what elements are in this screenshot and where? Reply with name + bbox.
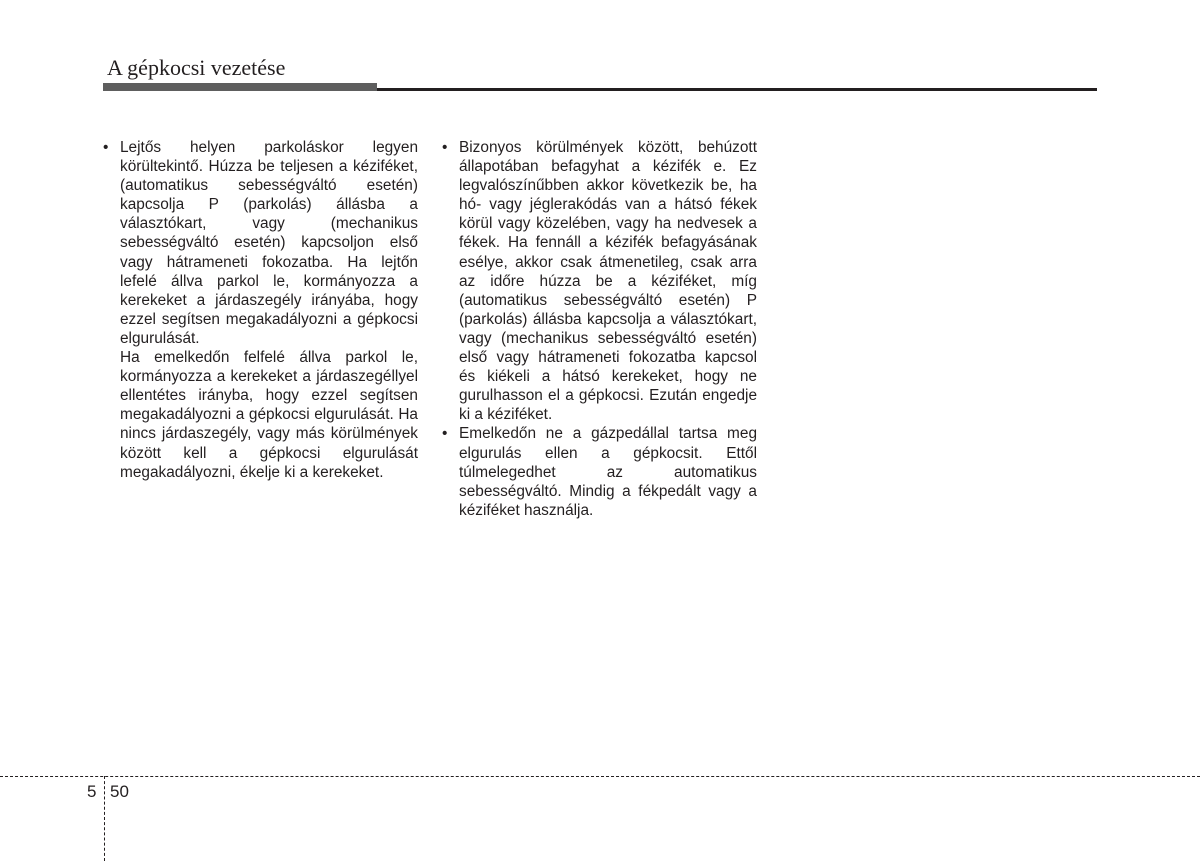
page-header-title: A gépkocsi vezetése <box>107 55 286 80</box>
header-rule-thick <box>103 83 377 91</box>
chapter-number: 5 <box>87 782 97 801</box>
bullet-item <box>103 138 418 482</box>
right-column <box>442 138 757 520</box>
bullet-text: Emelkedőn ne a gázpedállal tartsa meg elgurulás ellen a gépkocsit. Ettől túlmelegedhet az automatikus sebességváltó. Mindig a fékpedált vagy a kéziféket használja. <box>459 425 757 519</box>
bullet-item <box>442 138 757 424</box>
bullet-text: Bizonyos körülmények között, behúzott állapotában befagyhat a kézifék e. Ez legvalószínűbben akkor következik be, ha hó- vagy jéglerakódás van a hátsó fékek körül vagy közelében, vagy ha nedvesek a fékek. Ha fennáll a kézifék befagyásának esélye, akkor csak átmenetileg, csak arra az időre húzza be a kéziféket, míg (automatikus sebességváltó esetén) P (parkolás) állásba kapcsolja a választókart, vagy (mechanikus sebességváltó esetén) első vagy hátrameneti fokozatba kapcsol és kiékeli a hátsó kerekeket, hogy ne gurulhasson el a gépkocsi. Ezután engedje ki a kéziféket. <box>459 139 757 424</box>
footer-dashed-divider <box>104 776 105 861</box>
bullet-item <box>442 424 757 519</box>
page-number: 50 <box>110 782 129 801</box>
bullet-icon: • <box>442 139 448 156</box>
bullet-text: Lejtős helyen parkoláskor legyen körültekintő. Húzza be teljesen a kéziféket, (automatikus sebességváltó esetén) kapcsolja P (parkolás) állásba a választókart, vagy (mechanikus sebességváltó esetén) kapcsoljon első vagy hátrameneti fokozatba. Ha lejtőn lefelé állva parkol le, kormányozza a kerekeket a járdaszegély irányába, hogy ezzel segítsen megakadályozni a gépkocsi elgurulását. <box>120 139 418 347</box>
footer-dashed-rule <box>0 776 1200 777</box>
bullet-text-continued: Ha emelkedőn felfelé állva parkol le, kormányozza a kerekeket a járdaszegéllyel ellentétes irányba, hogy ezzel segítsen megakadályozni a gépkocsi elgurulását. Ha nincs járdaszegély, vagy más körülmények között kell a gépkocsi elgurulását megakadályozni, ékelje ki a kerekeket. <box>120 349 418 481</box>
header-rule-thin <box>377 88 1097 91</box>
bullet-icon: • <box>103 139 109 156</box>
left-column <box>103 138 418 482</box>
bullet-icon: • <box>442 425 448 443</box>
